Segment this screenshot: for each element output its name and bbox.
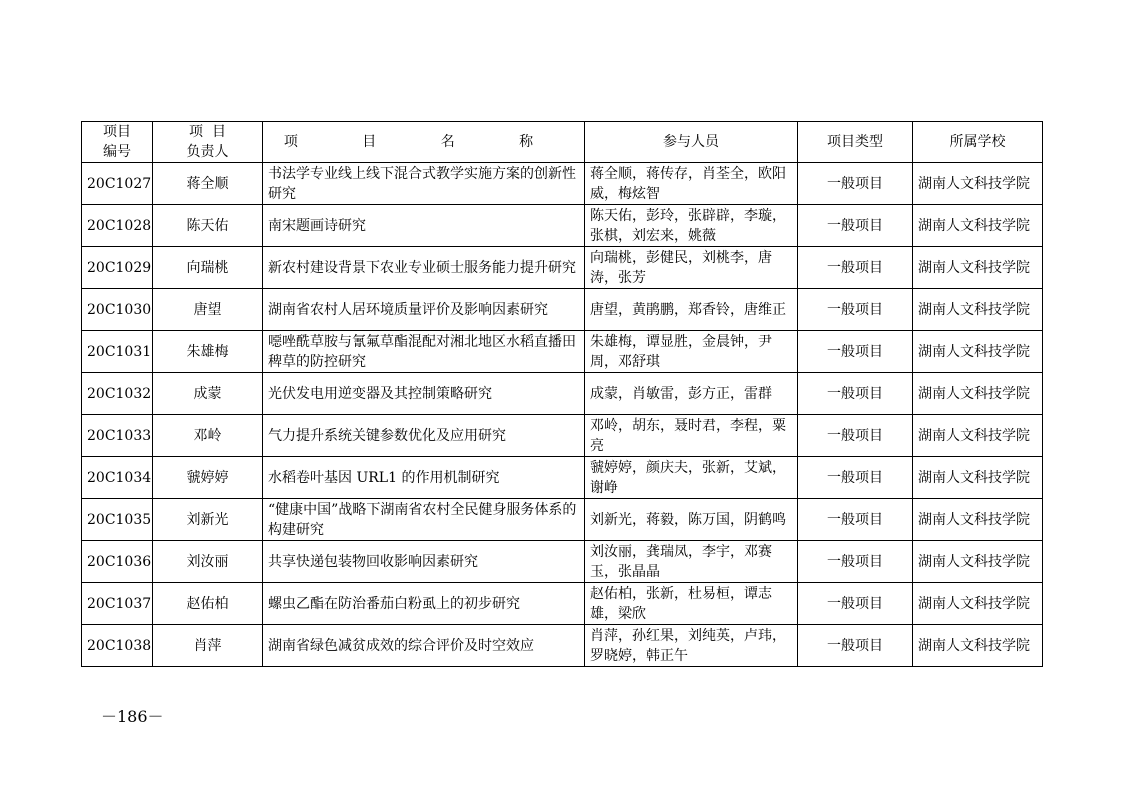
cell-school: 湖南人文科技学院 xyxy=(913,541,1043,583)
cell-project-type: 一般项目 xyxy=(798,457,913,499)
header-project-name: 项 目 名 称 xyxy=(263,122,585,163)
cell-project-id: 20C1038 xyxy=(82,625,153,667)
cell-project-name: “健康中国”战略下湖南省农村全民健身服务体系的构建研究 xyxy=(263,499,585,541)
cell-project-id: 20C1027 xyxy=(82,163,153,205)
cell-project-type: 一般项目 xyxy=(798,583,913,625)
cell-leader: 陈天佑 xyxy=(153,205,263,247)
table-row xyxy=(82,583,1043,625)
cell-leader: 刘汝丽 xyxy=(153,541,263,583)
cell-school: 湖南人文科技学院 xyxy=(913,499,1043,541)
cell-members: 邓岭，胡东，聂时君，李程，粟亮 xyxy=(585,415,798,457)
table-row xyxy=(82,205,1043,247)
cell-project-type: 一般项目 xyxy=(798,163,913,205)
cell-project-id: 20C1030 xyxy=(82,289,153,331)
table-row xyxy=(82,331,1043,373)
cell-leader: 向瑞桃 xyxy=(153,247,263,289)
cell-project-name: 光伏发电用逆变器及其控制策略研究 xyxy=(263,373,585,415)
cell-project-name: 螺虫乙酯在防治番茄白粉虱上的初步研究 xyxy=(263,583,585,625)
table-row xyxy=(82,163,1043,205)
cell-project-id: 20C1028 xyxy=(82,205,153,247)
cell-school: 湖南人文科技学院 xyxy=(913,247,1043,289)
cell-members: 唐望，黄鹃鹏，郑香铃，唐维正 xyxy=(585,289,798,331)
cell-project-name: 气力提升系统关键参数优化及应用研究 xyxy=(263,415,585,457)
cell-leader: 朱雄梅 xyxy=(153,331,263,373)
cell-project-name: 新农村建设背景下农业专业硕士服务能力提升研究 xyxy=(263,247,585,289)
cell-members: 赵佑柏，张新，杜易桓，谭志雄，梁欣 xyxy=(585,583,798,625)
cell-leader: 肖萍 xyxy=(153,625,263,667)
cell-members: 肖萍，孙红果，刘纯英，卢玮，罗晓婷，韩正午 xyxy=(585,625,798,667)
cell-school: 湖南人文科技学院 xyxy=(913,457,1043,499)
cell-members: 蒋全顺，蒋传存，肖荃全，欧阳威，梅炫智 xyxy=(585,163,798,205)
cell-project-type: 一般项目 xyxy=(798,625,913,667)
cell-project-name: 南宋题画诗研究 xyxy=(263,205,585,247)
cell-school: 湖南人文科技学院 xyxy=(913,163,1043,205)
cell-project-id: 20C1032 xyxy=(82,373,153,415)
cell-project-name: 书法学专业线上线下混合式教学实施方案的创新性研究 xyxy=(263,163,585,205)
cell-school: 湖南人文科技学院 xyxy=(913,583,1043,625)
header-school: 所属学校 xyxy=(913,122,1043,163)
cell-school: 湖南人文科技学院 xyxy=(913,205,1043,247)
cell-members: 刘新光，蒋毅，陈万国，阴鹤鸣 xyxy=(585,499,798,541)
cell-project-id: 20C1037 xyxy=(82,583,153,625)
cell-leader: 唐望 xyxy=(153,289,263,331)
cell-project-id: 20C1031 xyxy=(82,331,153,373)
cell-project-type: 一般项目 xyxy=(798,205,913,247)
header-project-type: 项目类型 xyxy=(798,122,913,163)
table-body xyxy=(82,163,1043,667)
cell-project-name: 噁唑酰草胺与氰氟草酯混配对湘北地区水稻直播田稗草的防控研究 xyxy=(263,331,585,373)
cell-members: 陈天佑，彭玲，张辟辟，李璇，张棋，刘宏来，姚薇 xyxy=(585,205,798,247)
table-row xyxy=(82,373,1043,415)
cell-members: 刘汝丽，龚瑞凤，李宇，邓赛玉，张晶晶 xyxy=(585,541,798,583)
header-project-leader: 项 目 负责人 xyxy=(153,122,263,163)
table-header-row xyxy=(82,122,1043,163)
cell-school: 湖南人文科技学院 xyxy=(913,415,1043,457)
cell-project-type: 一般项目 xyxy=(798,499,913,541)
cell-project-type: 一般项目 xyxy=(798,331,913,373)
cell-members: 虢婷婷，颜庆夫，张新，艾斌，谢峥 xyxy=(585,457,798,499)
table-row xyxy=(82,541,1043,583)
cell-school: 湖南人文科技学院 xyxy=(913,331,1043,373)
cell-members: 朱雄梅，谭显胜，金晨钟，尹周，邓舒琪 xyxy=(585,331,798,373)
cell-school: 湖南人文科技学院 xyxy=(913,373,1043,415)
cell-project-type: 一般项目 xyxy=(798,247,913,289)
cell-project-name: 水稻卷叶基因 URL1 的作用机制研究 xyxy=(263,457,585,499)
cell-school: 湖南人文科技学院 xyxy=(913,625,1043,667)
table-row xyxy=(82,499,1043,541)
header-project-id: 项目 编号 xyxy=(82,122,153,163)
cell-project-type: 一般项目 xyxy=(798,415,913,457)
cell-project-type: 一般项目 xyxy=(798,373,913,415)
cell-project-name: 湖南省农村人居环境质量评价及影响因素研究 xyxy=(263,289,585,331)
table-row xyxy=(82,247,1043,289)
cell-leader: 赵佑柏 xyxy=(153,583,263,625)
cell-leader: 蒋全顺 xyxy=(153,163,263,205)
cell-leader: 邓岭 xyxy=(153,415,263,457)
cell-project-type: 一般项目 xyxy=(798,289,913,331)
cell-school: 湖南人文科技学院 xyxy=(913,289,1043,331)
cell-project-id: 20C1036 xyxy=(82,541,153,583)
cell-project-id: 20C1029 xyxy=(82,247,153,289)
table-row xyxy=(82,289,1043,331)
cell-project-id: 20C1033 xyxy=(82,415,153,457)
project-table xyxy=(81,121,1043,667)
cell-project-id: 20C1034 xyxy=(82,457,153,499)
cell-project-type: 一般项目 xyxy=(798,541,913,583)
cell-leader: 刘新光 xyxy=(153,499,263,541)
page-number: －186－ xyxy=(101,707,164,726)
cell-project-name: 湖南省绿色减贫成效的综合评价及时空效应 xyxy=(263,625,585,667)
header-members: 参与人员 xyxy=(585,122,798,163)
cell-leader: 虢婷婷 xyxy=(153,457,263,499)
table-row xyxy=(82,625,1043,667)
cell-project-id: 20C1035 xyxy=(82,499,153,541)
cell-leader: 成蒙 xyxy=(153,373,263,415)
cell-members: 向瑞桃，彭健民，刘桃李，唐涛，张芳 xyxy=(585,247,798,289)
cell-project-name: 共享快递包装物回收影响因素研究 xyxy=(263,541,585,583)
cell-members: 成蒙，肖敏雷，彭方正，雷群 xyxy=(585,373,798,415)
table-row xyxy=(82,457,1043,499)
table-row xyxy=(82,415,1043,457)
